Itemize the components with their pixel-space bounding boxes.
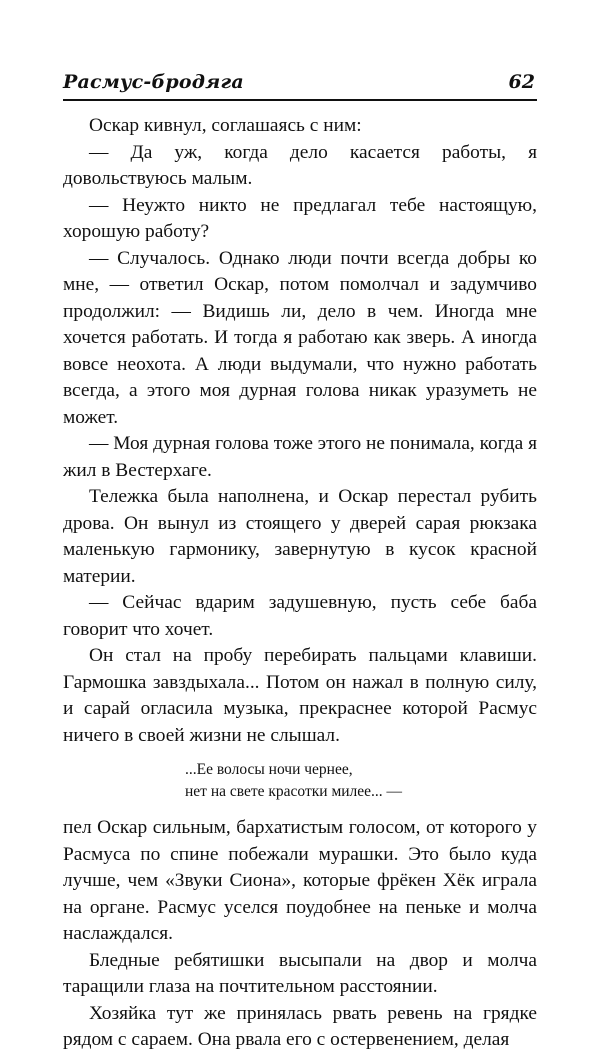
page-number: 62	[508, 71, 535, 93]
verse-line: ...Ее волосы ночи чернее,	[185, 761, 353, 778]
paragraph: Он стал на пробу перебирать пальцами клавиши. Гармошка завздыхала... Потом он нажал в полную силу, и сарай огласила музыка, прекраснее которой Расмус ничего в своей жизни не слышал.	[63, 645, 537, 746]
body-text	[63, 113, 537, 1054]
paragraph: — Сейчас вдарим задушевную, пусть себе баба говорит что хочет.	[63, 592, 537, 640]
paragraph: — Да уж, когда дело касается работы, я довольствуюсь малым.	[63, 141, 537, 189]
paragraph: Тележка была наполнена, и Оскар перестал рубить дрова. Он вынул из стоящего у дверей сарая рюкзака маленькую гармонику, завернутую в кусок красной материи.	[63, 486, 537, 587]
song-verse	[63, 759, 537, 803]
verse-line: нет на свете красотки милее... —	[185, 783, 403, 800]
paragraph: Хозяйка тут же принялась рвать ревень на грядке рядом с сараем. Она рвала его с остервенением, делая	[63, 1002, 537, 1050]
header-rule	[63, 99, 537, 101]
paragraph: Оскар кивнул, соглашаясь с ним:	[89, 115, 362, 136]
paragraph: — Моя дурная голова тоже этого не понимала, когда я жил в Вестерхаге.	[63, 433, 537, 481]
running-title: Расмус-бродяга	[63, 71, 244, 93]
paragraph: пел Оскар сильным, бархатистым голосом, от которого у Расмуса по спине побежали мурашки. Это было куда лучше, чем «Звуки Сиона», которые фрёкен Хёк играла на органе. Расмус уселся поудобнее на пеньке и молча наслаждался.	[63, 817, 537, 944]
paragraph: — Неужто никто не предлагал тебе настоящую, хорошую работу?	[63, 194, 537, 242]
paragraph: — Случалось. Однако люди почти всегда добры ко мне, — ответил Оскар, потом помолчал и задумчиво продолжил: — Видишь ли, дело в чем. Иногда мне хочется работать. И тогда я работаю как зверь. А иногда вовсе неохота. А люди выдумали, что нужно работать всегда, а этого моя дурная голова никак уразуметь не может.	[63, 247, 537, 428]
paragraph: Бледные ребятишки высыпали на двор и молча таращили глаза на почтительном расстоянии.	[63, 949, 537, 997]
page-header	[63, 69, 537, 103]
